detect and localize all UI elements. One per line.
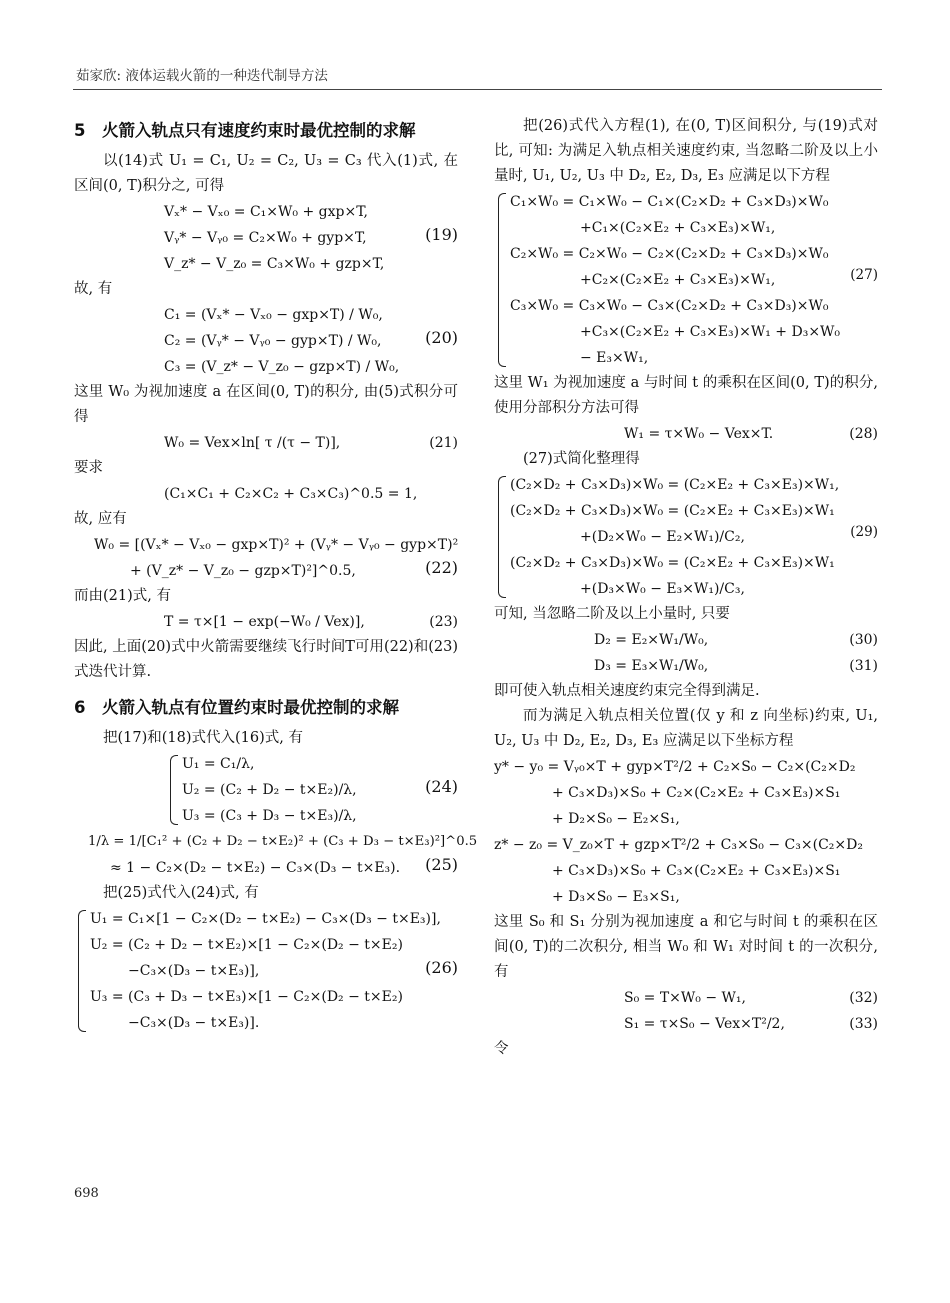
right-column [494,114,878,1062]
equation-number: (20) [425,328,458,347]
equation-line: −C₃×(D₃ − t×E₃)]. [128,1015,260,1031]
equation-number: (23) [429,614,458,630]
paragraph: 而为满足入轨点相关位置(仅 y 和 z 向坐标)约束, U₁, U₂, U₃ 中 D₂, E₂, D₃, E₃ 应满足以下坐标方程 [494,708,878,749]
equation-number: (21) [429,435,458,451]
equation-number: (24) [425,777,458,796]
equation-21 [74,430,458,456]
equation-line: U₃ = (C₃ + D₃ − t×E₃)×[1 − C₂×(D₂ − t×E₂) [90,989,403,1005]
equation-line: C₃ = (V_z* − V_z₀ − gzp×T) / W₀, [164,359,400,375]
equation-line: U₂ = (C₂ + D₂ − t×E₂)×[1 − C₂×(D₂ − t×E₂) [90,937,403,953]
page-number: 698 [74,1186,99,1201]
section-5-title: 5 火箭入轨点只有速度约束时最优控制的求解 [74,121,416,140]
paragraph: 以(14)式 U₁ = C₁, U₂ = C₂, U₃ = C₃ 代入(1)式, 在区间(0, T)积分之, 可得 [74,153,458,194]
equation-line: U₁ = C₁/λ, [182,756,255,772]
equation-line: + D₂×S₀ − E₂×S₁, [552,811,680,827]
paragraph: (27)式简化整理得 [523,451,640,467]
paragraph: 这里 S₀ 和 S₁ 分别为视加速度 a 和它与时间 t 的乘积在区间(0, T)的二次积分, 相当 W₀ 和 W₁ 对时间 t 的一次积分, 有 [494,914,878,980]
equation-19 [74,199,458,277]
equation-body: D₃ = E₃×W₁/W₀, [594,658,709,674]
equation-line: C₁×W₀ = C₁×W₀ − C₁×(C₂×D₂ + C₃×D₃)×W₀ [510,194,829,210]
equation-number: (29) [850,524,878,540]
running-header: 茹家欣: 液体运载火箭的一种迭代制导方法 [76,68,328,84]
equation-27 [494,189,878,371]
equation-line: V_z* − V_z₀ = C₃×W₀ + gzp×T, [164,256,385,272]
paragraph: 而由(21)式, 有 [74,588,171,604]
equation-line: +C₃×(C₂×E₂ + C₃×E₃)×W₁ + D₃×W₀ [580,324,841,340]
equation-z-coordinate [494,832,878,910]
paragraph: 故, 有 [74,281,113,297]
equation-line: y* − y₀ = Vᵧ₀×T + gyp×T²/2 + C₂×S₀ − C₂×(C₂×D₂ [494,759,856,775]
paragraph: 这里 W₀ 为视加速度 a 在区间(0, T)的积分, 由(5)式积分可得 [74,384,458,425]
equation-line: +C₂×(C₂×E₂ + C₃×E₃)×W₁, [580,272,776,288]
left-column [74,114,478,1036]
equation-body: D₂ = E₂×W₁/W₀, [594,632,709,648]
equation-line: +C₁×(C₂×E₂ + C₃×E₃)×W₁, [580,220,776,236]
equation-line: −C₃×(D₃ − t×E₃)], [128,963,260,979]
equation-normalization: (C₁×C₁ + C₂×C₂ + C₃×C₃)^0.5 = 1, [164,486,418,502]
paragraph: 因此, 上面(20)式中火箭需要继续飞行时间T可用(22)和(23)式迭代计算. [74,639,458,680]
equation-body: W₀ = Vex×ln[ τ /(τ − T)], [164,435,341,451]
equation-line: + D₃×S₀ − E₃×S₁, [552,889,680,905]
equation-line: Vₓ* − Vₓ₀ = C₁×W₀ + gxp×T, [164,204,368,220]
equation-32 [494,985,878,1011]
equation-y-coordinate [494,754,878,832]
equation-line: ≈ 1 − C₂×(D₂ − t×E₂) − C₃×(D₃ − t×E₃). [110,860,401,876]
equation-20 [74,302,458,380]
equation-31 [494,653,878,679]
equation-number: (22) [425,558,458,577]
equation-number: (30) [849,632,878,648]
equation-line: +(D₂×W₀ − E₂×W₁)/C₂, [580,529,745,545]
equation-number: (31) [849,658,878,674]
equation-number: (27) [850,267,878,283]
equation-brace [494,472,878,602]
equation-line: W₀ = [(Vₓ* − Vₓ₀ − gxp×T)² + (Vᵧ* − Vᵧ₀ − gyp×T)² [94,537,459,553]
paragraph: 要求 [74,460,103,476]
equation-line: U₂ = (C₂ + D₂ − t×E₂)/λ, [182,782,357,798]
header-rule [73,89,882,90]
section-6-title: 6 火箭入轨点有位置约束时最优控制的求解 [74,698,399,717]
equation-body: W₁ = τ×W₀ − Vex×T. [624,426,774,442]
paragraph: 这里 W₁ 为视加速度 a 与时间 t 的乘积在区间(0, T)的积分, 使用分部积分方法可得 [494,375,878,416]
equation-line: Vᵧ* − Vᵧ₀ = C₂×W₀ + gyp×T, [164,230,367,246]
equation-29 [494,472,878,602]
equation-line: C₁ = (Vₓ* − Vₓ₀ − gxp×T) / W₀, [164,307,383,323]
equation-number: (19) [425,225,458,244]
equation-number: (25) [425,855,458,874]
equation-line: + C₃×D₃)×S₀ + C₂×(C₂×E₂ + C₃×E₃)×S₁ [552,785,841,801]
equation-22 [74,532,458,584]
paragraph: 把(17)和(18)式代入(16)式, 有 [103,730,304,746]
equation-body: S₀ = T×W₀ − W₁, [624,990,746,1006]
equation-line: + (V_z* − V_z₀ − gzp×T)²]^0.5, [130,563,356,579]
equation-line: C₂×W₀ = C₂×W₀ − C₂×(C₂×D₂ + C₃×D₃)×W₀ [510,246,829,262]
equation-brace [494,189,878,371]
paragraph: 把(26)式代入方程(1), 在(0, T)区间积分, 与(19)式对比, 可知: 为满足入轨点相关速度约束, 当忽略二阶及以上小量时, U₁, U₂, U₃ 中 D₂, E₂, D₃, E₃ 应满足以下方程 [494,118,878,184]
paragraph: 故, 应有 [74,511,127,527]
equation-line: − E₃×W₁, [580,350,649,366]
equation-body: T = τ×[1 − exp(−W₀ / Vex)], [164,614,365,630]
equation-28 [494,421,878,447]
equation-26 [74,906,458,1036]
equation-number: (33) [849,1016,878,1032]
paragraph: 令 [494,1041,509,1057]
equation-33 [494,1011,878,1037]
equation-30 [494,627,878,653]
equation-line: C₂ = (Vᵧ* − Vᵧ₀ − gyp×T) / W₀, [164,333,382,349]
equation-number: (26) [425,958,458,977]
equation-line: 1/λ = 1/[C₁² + (C₂ + D₂ − t×E₂)² + (C₃ + D₃ − t×E₃)²]^0.5 [88,834,478,849]
equation-line: (C₂×D₂ + C₃×D₃)×W₀ = (C₂×E₂ + C₃×E₃)×W₁ [510,555,835,571]
equation-brace [166,751,458,829]
paragraph: 可知, 当忽略二阶及以上小量时, 只要 [494,606,730,622]
equation-line: C₃×W₀ = C₃×W₀ − C₃×(C₂×D₂ + C₃×D₃)×W₀ [510,298,829,314]
paragraph: 即可使入轨点相关速度约束完全得到满足. [494,683,760,699]
equation-line: (C₂×D₂ + C₃×D₃)×W₀ = (C₂×E₂ + C₃×E₃)×W₁ [510,503,835,519]
equation-line: (C₂×D₂ + C₃×D₃)×W₀ = (C₂×E₂ + C₃×E₃)×W₁, [510,477,840,493]
equation-line: z* − z₀ = V_z₀×T + gzp×T²/2 + C₃×S₀ − C₃×(C₂×D₂ [494,837,863,853]
paragraph: 把(25)式代入(24)式, 有 [103,885,259,901]
equation-line: +(D₃×W₀ − E₃×W₁)/C₃, [580,581,745,597]
equation-line: U₃ = (C₃ + D₃ − t×E₃)/λ, [182,808,357,824]
equation-24 [166,751,458,829]
equation-number: (32) [849,990,878,1006]
equation-body: S₁ = τ×S₀ − Vex×T²/2, [624,1016,785,1032]
equation-number: (28) [849,426,878,442]
equation-line: U₁ = C₁×[1 − C₂×(D₂ − t×E₂) − C₃×(D₃ − t×E₃)], [90,911,441,927]
equation-25 [74,829,478,881]
equation-brace [74,906,458,1036]
equation-line: + C₃×D₃)×S₀ + C₃×(C₂×E₂ + C₃×E₃)×S₁ [552,863,841,879]
equation-23 [74,609,458,635]
